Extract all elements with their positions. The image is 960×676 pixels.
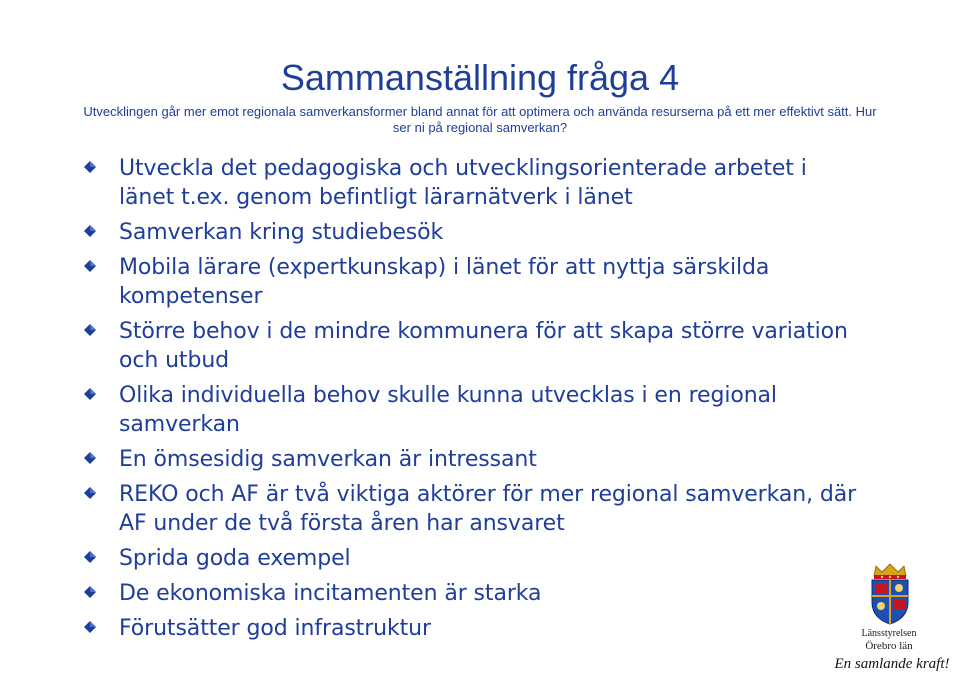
diamond-bullet-icon bbox=[84, 324, 96, 336]
bullet-item bbox=[82, 154, 862, 212]
bullet-item bbox=[82, 544, 862, 573]
bullet-item bbox=[82, 579, 862, 608]
diamond-bullet-icon bbox=[84, 586, 96, 598]
logo-line-2: Örebro län bbox=[865, 640, 913, 652]
bullet-text: REKO och AF är två viktiga aktörer för mer regional samverkan, där AF under de två första åren har ansvaret bbox=[119, 482, 857, 536]
bullet-text: Utveckla det pedagogiska och utvecklingsorienterade arbetet i länet t.ex. genom befintligt lärarnätverk i länet bbox=[119, 156, 807, 210]
bullet-item bbox=[82, 317, 862, 375]
diamond-bullet-icon bbox=[84, 260, 96, 272]
diamond-bullet-icon bbox=[84, 551, 96, 563]
bullet-item bbox=[82, 218, 862, 247]
bullet-item bbox=[82, 381, 862, 439]
diamond-bullet-icon bbox=[84, 452, 96, 464]
bullet-item bbox=[82, 614, 862, 643]
bullet-text: En ömsesidig samverkan är intressant bbox=[119, 447, 537, 472]
diamond-bullet-icon bbox=[84, 621, 96, 633]
diamond-bullet-icon bbox=[84, 487, 96, 499]
bullet-text: Olika individuella behov skulle kunna utvecklas i en regional samverkan bbox=[119, 383, 777, 437]
slide-title: Sammanställning fråga 4 bbox=[280, 57, 680, 98]
slide-subtitle: Utvecklingen går mer emot regionala samverkansformer bland annat för att optimera och använda resurserna på ett mer effektivt sätt. Hur ser ni på regional samverkan? bbox=[83, 104, 877, 135]
diamond-bullet-icon bbox=[84, 388, 96, 400]
diamond-bullet-icon bbox=[84, 225, 96, 237]
bullet-item bbox=[82, 445, 862, 474]
logo-line-1: Länsstyrelsen bbox=[861, 628, 917, 639]
logo-tagline: En samlande kraft! bbox=[834, 656, 950, 672]
bullet-item bbox=[82, 253, 862, 311]
coat-of-arms-icon bbox=[866, 562, 914, 626]
bullet-list bbox=[82, 154, 862, 649]
lansstyrelsen-logo bbox=[834, 562, 950, 672]
bullet-text: Förutsätter god infrastruktur bbox=[119, 616, 431, 641]
bullet-text: Mobila lärare (expertkunskap) i länet för att nyttja särskilda kompetenser bbox=[119, 255, 770, 309]
diamond-bullet-icon bbox=[84, 161, 96, 173]
bullet-text: Samverkan kring studiebesök bbox=[119, 220, 444, 245]
bullet-item bbox=[82, 480, 862, 538]
bullet-text: Större behov i de mindre kommunera för att skapa större variation och utbud bbox=[119, 319, 848, 373]
bullet-text: Sprida goda exempel bbox=[119, 546, 351, 571]
bullet-text: De ekonomiska incitamenten är starka bbox=[119, 581, 542, 606]
